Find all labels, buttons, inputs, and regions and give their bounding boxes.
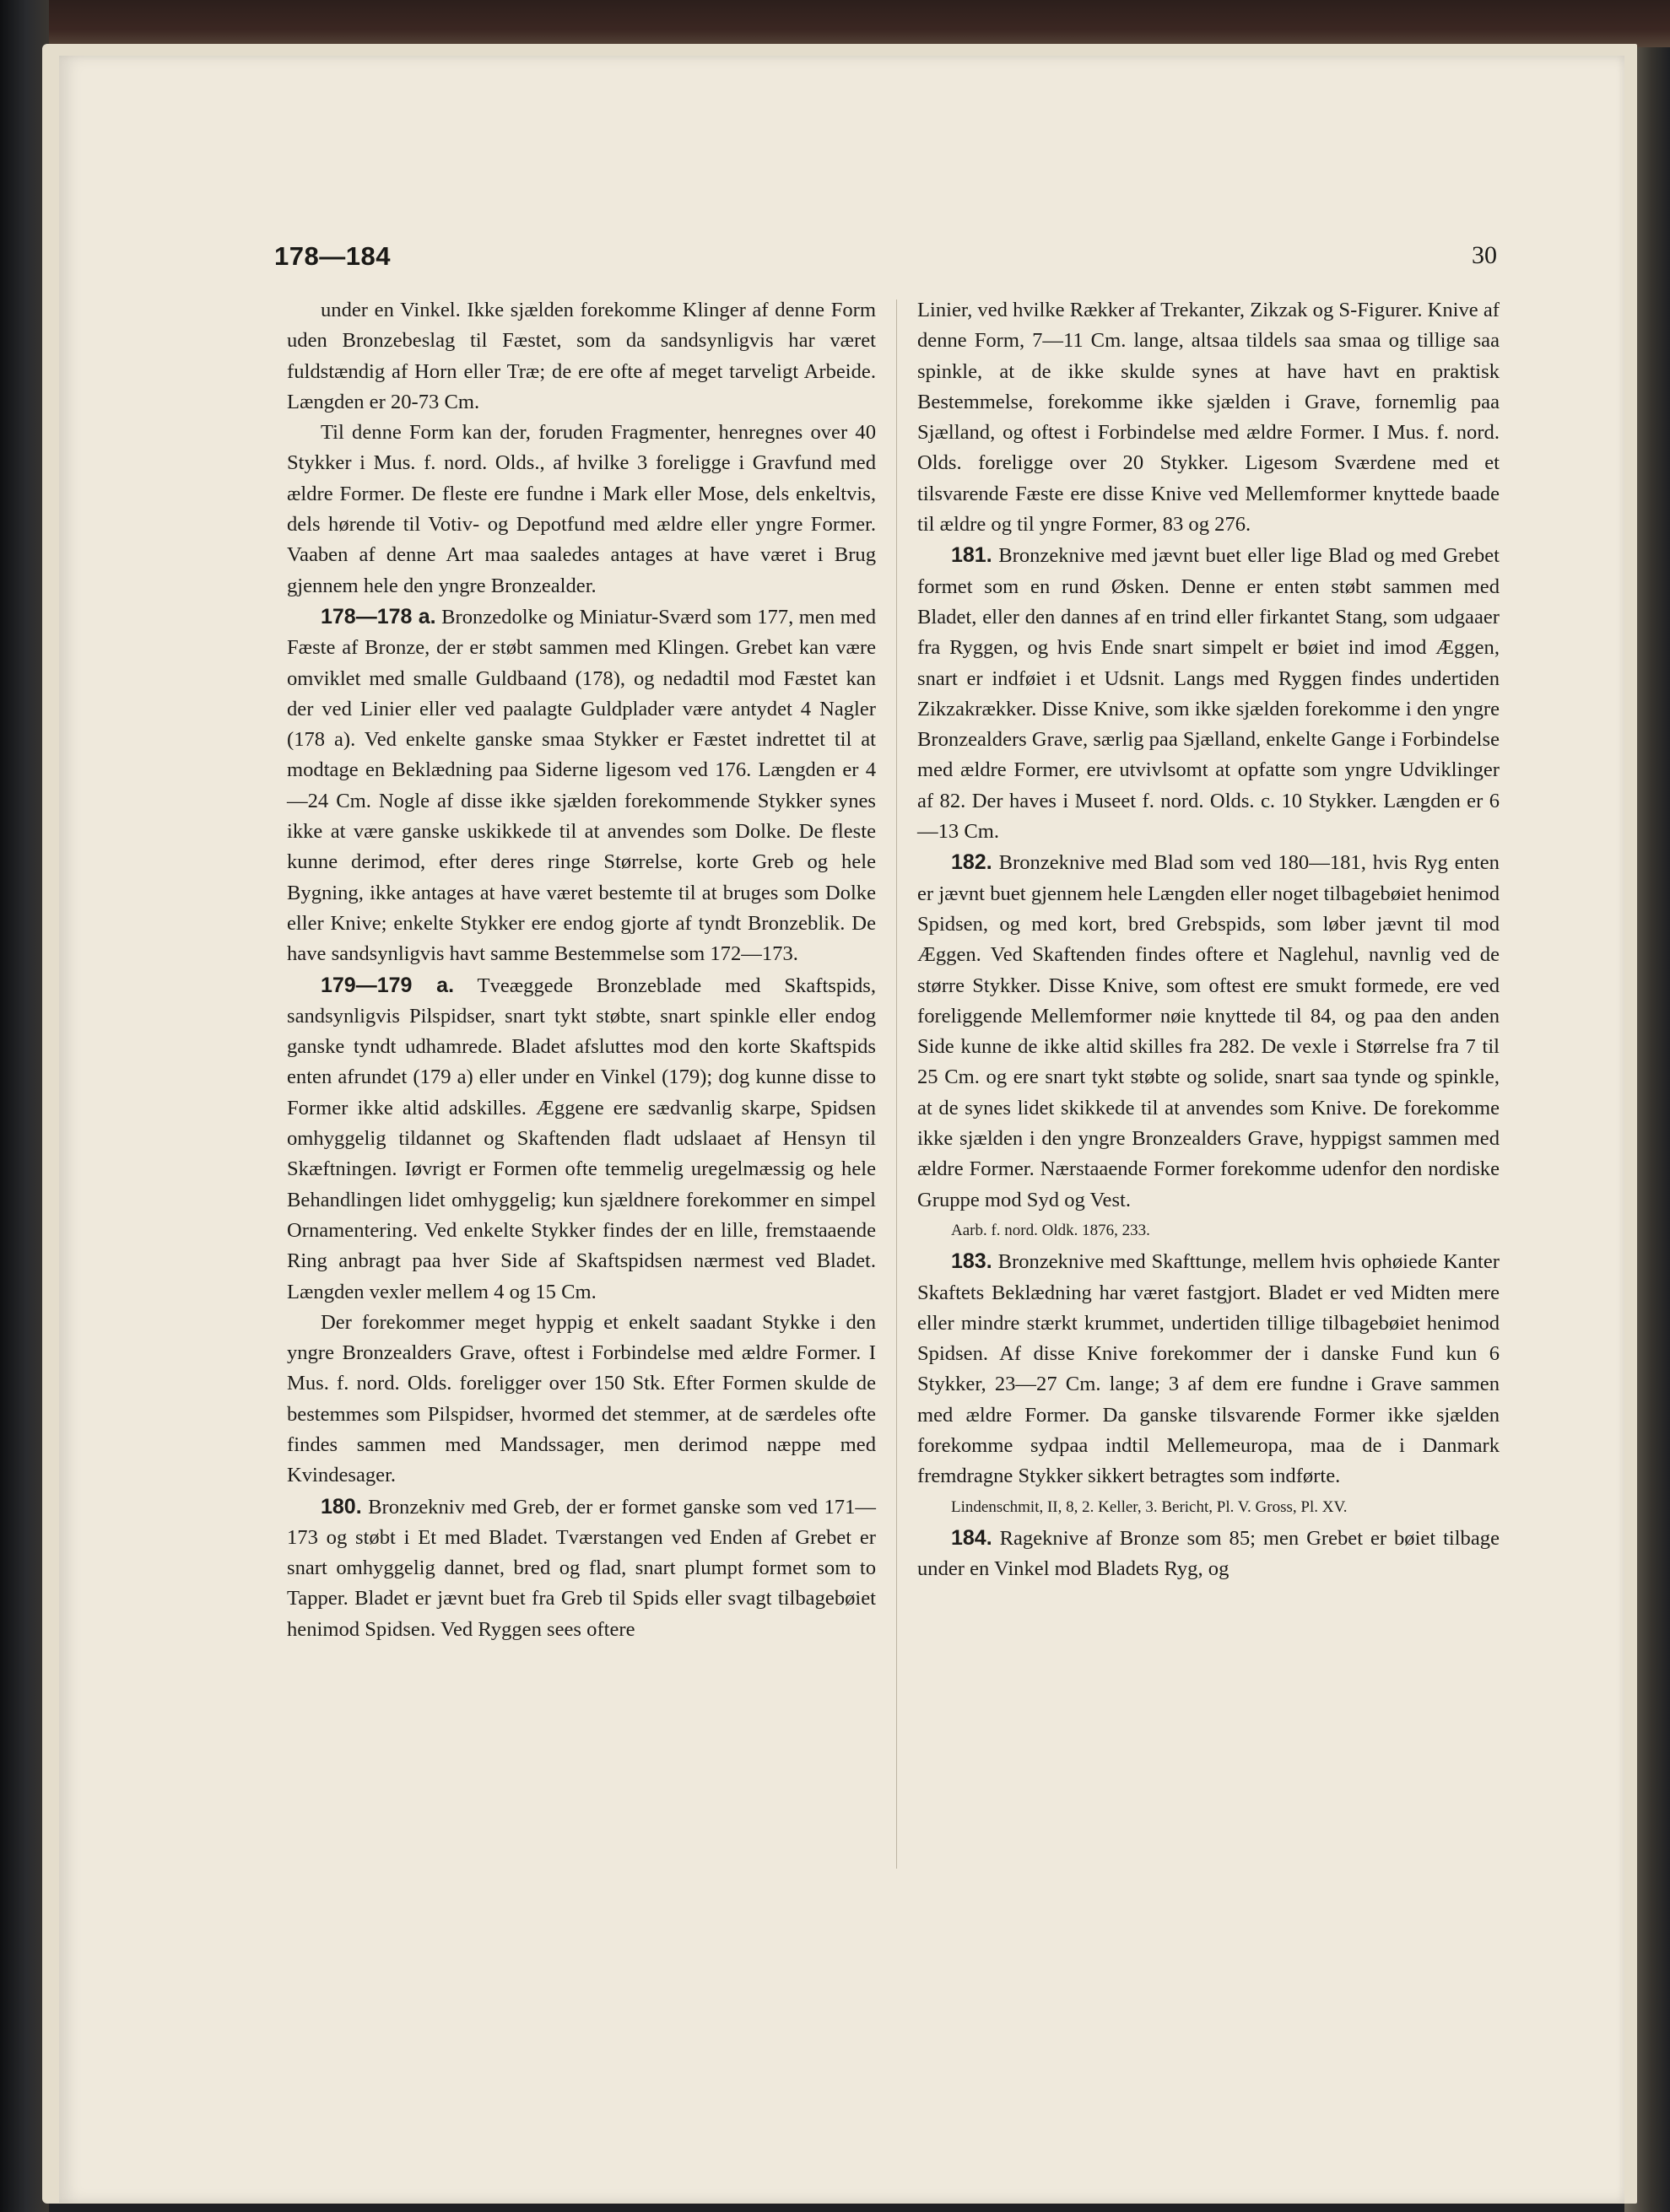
right-text-column (917, 295, 1500, 1584)
entry-text: Bronzeknive med jævnt buet eller lige Blad og med Grebet formet som en rund Øsken. Denne er enten støbt sammen med Bladet, eller den dannes af en trind eller firkantet Stang, som udgaaer fra Ryggen, og hvis Ende snart simpelt er bøiet ind imod Æggen, snart er indføiet i et Udsnit. Langs med Ryggen findes undertiden Zikzakrækker. Disse Knive, som ikke sjælden forekomme i den yngre Bronzealders Grave, særlig paa Sjælland, enkelte Gange i Forbindelse med ældre Former, ere utvivlsomt at opfatte som yngre Udviklinger af 82. Der haves i Museet f. nord. Olds. c. 10 Stykker. Længden er 6—13 Cm. (917, 544, 1500, 844)
paragraph (287, 1308, 876, 1492)
entry-number: 183. (951, 1249, 992, 1274)
entry-number: 181. (951, 543, 992, 568)
entry-text: Tveæggede Bronzeblade med Skaftspids, sandsynligvis Pilspidser, snart tykt støbte, snart spinkle eller endog ganske tyndt udhamrede. Bladet afsluttes mod den korte Skaftspids enten afrundet (179 a) eller under en Vinkel (179); dog kunne disse to Former ikke altid adskilles. Æggene ere sædvanlig skarpe, Spidsen omhyggelig tildannet og Skaftenden fladt udslaaet af Hensyn til Skæftningen. Iøvrigt er Formen ofte temmelig uregelmæssig og hele Behandlingen lidet omhyggelig; kun sjældnere forekommer en simpel Ornamentering. Ved enkelte Stykker findes der en lille, fremstaaende Ring anbragt paa hver Side af Skaftspidsen nærmest ved Bladet. Længden vexler mellem 4 og 15 Cm. (287, 974, 877, 1303)
reference-note (917, 1492, 1500, 1523)
entry-text: Der forekommer meget hyppig et enkelt saadant Stykke i den yngre Bronzealders Grave, oftest i Forbindelse med ældre Former. I Mus. f. nord. Olds. foreligger over 150 Stk. Efter Formen skulde de bestemmes som Pilspidser, hvormed det stemmer, at de særdeles ofte findes sammen med Mandssager, men derimod næppe med Kvindesager. (287, 1310, 876, 1487)
paragraph (917, 295, 1500, 540)
entry-text: under en Vinkel. Ikke sjælden forekomme Klinger af denne Form uden Bronzebeslag til Fæstet, som da sandsynligvis har været fuldstændig af Horn eller Træ; de ere ofte af meget tarveligt Arbeide. Længden er 20-73 Cm. (287, 299, 876, 413)
entry-text: Bronzeknive med Skafttunge, mellem hvis ophøiede Kanter Skaftets Beklædning har været fastgjort. Bladet er ved Midten mere eller mindre stærkt krummet, undertiden tillige tilbagebøiet henimod Spidsen. Af disse Knive forekommer der i danske Fund kun 6 Stykker, 23—27 Cm. lange; 3 af dem ere fundne i Grave sammen med ældre Former. Da ganske tilsvarende Former ikke sjælden forekomme sydpaa indtil Mellemeuropa, maa de i Danmark fremdragne Stykker sikkert betragtes som indførte. (917, 1250, 1500, 1488)
entry-text: Bronzedolke og Miniatur-Sværd som 177, men med Fæste af Bronze, der er støbt sammen med Klingen. Grebet kan være omviklet med smalle Guldbaand (178), og nedadtil mod Fæstet kan der ved Linier eller ved paalagte Guldplader være antydet 4 Nagler (178 a). Ved enkelte ganske smaa Stykker er Fæstet indrettet til at modtage en Beklædning paa Siderne ligesom ved 176. Længden er 4—24 Cm. Nogle af disse ikke sjælden forekommende Stykker synes ikke at være ganske uskikkede til at anvendes som Dolke. De fleste kunne derimod, efter deres ringe Størrelse, korte Greb og hele Bygning, ikke antages at have været bestemte til at bruges som Dolke eller Knive; enkelte Stykker ere endog gjorte af tyndt Bronzeblik. De have sandsynligvis havt samme Bestemmelse som 172—173. (287, 605, 876, 966)
paragraph (287, 418, 876, 602)
catalog-entry (917, 847, 1500, 1216)
paragraph (287, 295, 876, 418)
entry-number: 184. (951, 1525, 992, 1550)
catalog-entry (287, 970, 876, 1308)
entry-number: 182. (951, 850, 992, 875)
reference-note (917, 1216, 1500, 1246)
page-number: 30 (1472, 241, 1497, 269)
catalog-entry (917, 1246, 1500, 1492)
catalog-entry (287, 1492, 876, 1645)
entry-number: 178—178 a. (321, 604, 436, 629)
catalog-entry (917, 540, 1500, 847)
entry-text: Lindenschmit, II, 8, 2. Keller, 3. Bericht, Pl. V. Gross, Pl. XV. (951, 1497, 1348, 1516)
entry-text: Til denne Form kan der, foruden Fragmenter, henregnes over 40 Stykker i Mus. f. nord. Olds., af hvilke 3 foreligge i Gravfund med ældre Former. De fleste ere fundne i Mark eller Mose, dels enkeltvis, dels hørende til Votiv- og Depotfund med ældre eller yngre Former. Vaaben af denne Art maa saaledes antages at have været i Brug gjennem hele den yngre Bronzealder. (287, 421, 876, 597)
entry-text: Bronzeknive med Blad som ved 180—181, hvis Ryg enten er jævnt buet gjennem hele Længden eller noget tilbagebøiet henimod Spidsen, og med kort, bred Grebspids, som løber jævnt til mod Æggen. Ved Skaftenden findes oftere et Naglehul, navnlig ved de større Stykker. Disse Knive, som oftest ere smukt formede, ere ved foreliggende Mellemformer nøie knyttede til 84, og paa den anden Side kunne de ikke altid skilles fra 282. De vexle i Størrelse fra 7 til 25 Cm. og ere snart tykt støbte og solide, snart saa tynde og spinkle, at de synes lidet skikkede til at anvendes som Knive. De forekomme ikke sjælden i den yngre Bronzealders Grave, hyppigst sammen med ældre Former. Nærstaaende Former forekomme udenfor den nordiske Gruppe mod Syd og Vest. (917, 851, 1500, 1211)
column-divider (896, 299, 897, 1869)
book-binding-top (0, 0, 1670, 51)
left-text-column (287, 295, 876, 1645)
entry-text: Bronzekniv med Greb, der er formet ganske som ved 171—173 og støbt i Et med Bladet. Tværstangen ved Enden af Grebet er snart omhyggelig dannet, bred og flad, snart plumpt formet som to Tapper. Bladet er jævnt buet fra Greb til Spids eller svagt tilbagebøiet henimod Spidsen. Ved Ryggen sees oftere (287, 1495, 876, 1641)
entry-text: Linier, ved hvilke Rækker af Trekanter, Zikzak og S-Figurer. Knive af denne Form, 7—11 Cm. lange, altsaa tildels saa smaa og tillige saa spinkle, at de ikke skulde synes at have havt en praktisk Bestemmelse, forekomme ikke sjælden i Grave, fornemlig paa Sjælland, og oftest i Forbindelse med ældre Former. I Mus. f. nord. Olds. foreligge over 20 Stykker. Ligesom Sværdene med et tilsvarende Fæste ere disse Knive ved Mellemformer knyttede baade til ældre og til yngre Former, 83 og 276. (917, 299, 1500, 537)
catalog-entry (917, 1523, 1500, 1585)
entry-text: Rageknive af Bronze som 85; men Grebet er bøiet tilbage under en Vinkel mod Bladets Ryg, og (917, 1526, 1500, 1581)
entry-range-header: 178—184 (274, 241, 391, 271)
entry-number: 179—179 a. (321, 973, 455, 997)
entry-text: Aarb. f. nord. Oldk. 1876, 233. (951, 1221, 1150, 1239)
entry-number: 180. (321, 1494, 362, 1519)
catalog-entry (287, 602, 876, 970)
